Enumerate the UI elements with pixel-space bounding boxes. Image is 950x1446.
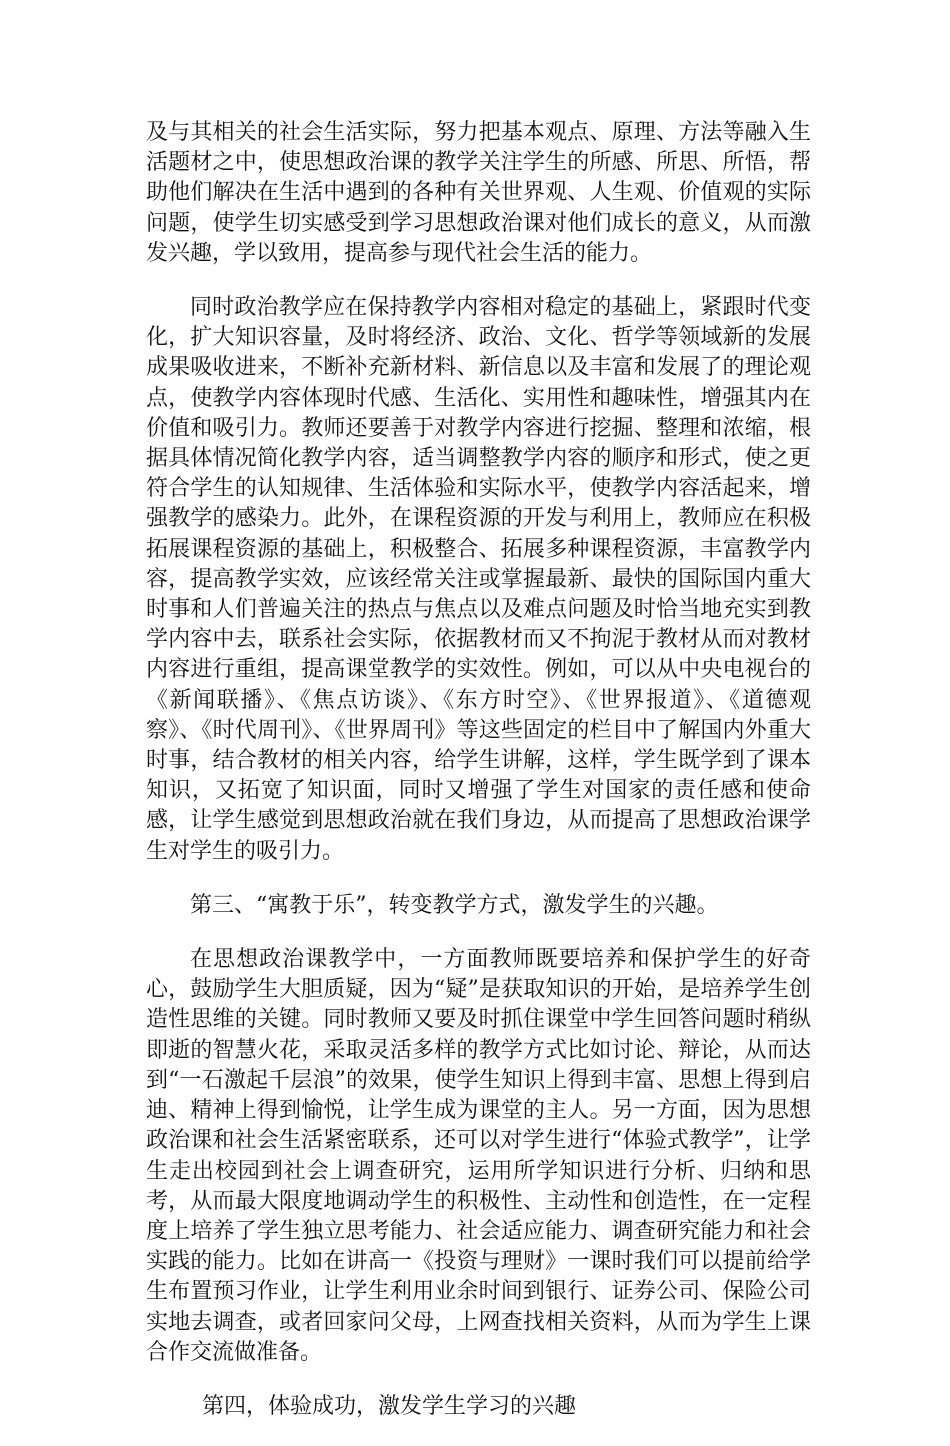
section-heading-3: 第三、“寓教于乐”，转变教学方式，激发学生的兴趣。 [190,892,719,918]
paragraph-3: 在思想政治课教学中，一方面教师既要培养和保护学生的好奇心，鼓励学生大胆质疑，因为“疑”是获取知识的开始，是培养学生创造性思维的关键。同时教师又要及时抓住课堂中学生回答问题时稍纵即逝的智慧火花，采取灵活多样的教学方式比如讨论、辩论，从而达到“一石激起千层浪”的效果，使学生知识上得到丰富、思想上得到启迪、精神上得到愉悦，让学生成为课堂的主人。另一方面，因为思想政治课和社会生活紧密联系，还可以对学生进行“体验式教学”，让学生走出校园到社会上调查研究，运用所学知识进行分析、归纳和思考，从而最大限度地调动学生的积极性、主动性和创造性，在一定程度上培养了学生独立思考能力、社会适应能力、调查研究能力和社会实践的能力。比如在讲高一《投资与理财》一课时我们可以提前给学生布置预习作业，让学生利用业余时间到银行、证券公司、保险公司实地去调查，或者回家问父母，上网查找相关资料，从而为学生上课合作交流做准备。 [146,947,811,1365]
paragraph-1: 及与其相关的社会生活实际，努力把基本观点、原理、方法等融入生活题材之中，使思想政治课的教学关注学生的所感、所思、所悟，帮助他们解决在生活中遇到的各种有关世界观、人生观、价值观的实际问题，使学生切实感受到学习思想政治课对他们成长的意义，从而激发兴趣，学以致用，提高参与现代社会生活的能力。 [146,120,811,266]
document-page [146,118,811,1446]
paragraph-2: 同时政治教学应在保持教学内容相对稳定的基础上，紧跟时代变化，扩大知识容量，及时将经济、政治、文化、哲学等领域新的发展成果吸收进来，不断补充新材料、新信息以及丰富和发展了的理论观点，使教学内容体现时代感、生活化、实用性和趣味性，增强其内在价值和吸引力。教师还要善于对教学内容进行挖掘、整理和浓缩，根据具体情况简化教学内容，适当调整教学内容的顺序和形式，使之更符合学生的认知规律、生活体验和实际水平，使教学内容活起来，增强教学的感染力。此外，在课程资源的开发与利用上，教师应在积极拓展课程资源的基础上，积极整合、拓展多种课程资源，丰富教学内容，提高教学实效，应该经常关注或掌握最新、最快的国际国内重大时事和人们普遍关注的热点与焦点以及难点问题及时恰当地充实到教学内容中去，联系社会实际，依据教材而又不拘泥于教材从而对教材内容进行重组，提高课堂教学的实效性。例如，可以从中央电视台的《新闻联播》、《焦点访谈》、《东方时空》、《世界报道》、《道德观察》、《时代周刊》、《世界周刊》等这些固定的栏目中了解国内外重大时事，结合教材的相关内容，给学生讲解，这样，学生既学到了课本知识，又拓宽了知识面，同时又增强了学生对国家的责任感和使命感，让学生感觉到思想政治就在我们身边，从而提高了思想政治课学生对学生的吸引力。 [146,295,811,864]
section-heading-4: 第四，体验成功，激发学生学习的兴趣 [202,1393,577,1419]
